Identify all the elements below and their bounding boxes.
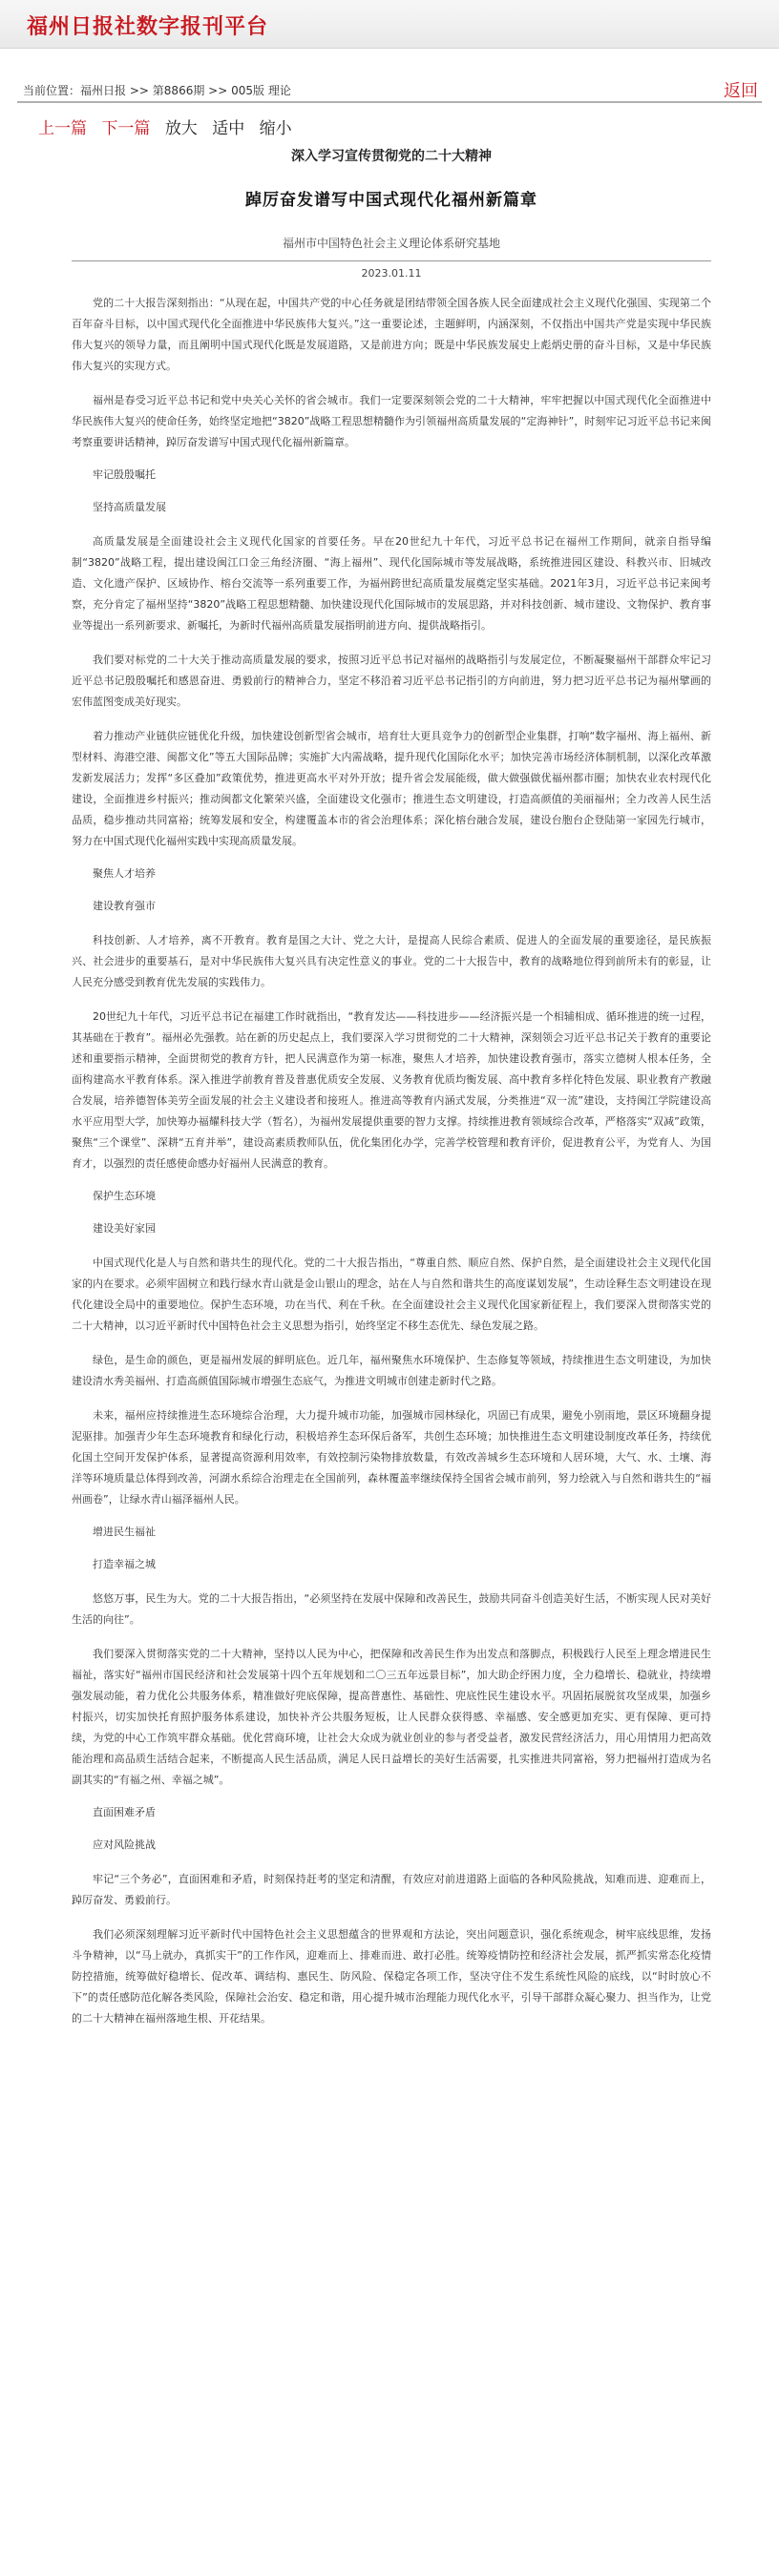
paragraph: 未来，福州应持续推进生态环境综合治理，大力提升城市功能，加强城市园林绿化，巩固已有成果，避免小别雨地，景区环境翻身提泥驱排。加强青少年生态环境教育和绿化行动，积极培养生态环保后备军，共创生态环境；加快推进生态文明建设制度改革任务，持续优化国土空间开发保护体系，显著提高资源利用效率，有效控制污染物排放数量，有效改善城乡生态环境和人居环境，大气、水、土壤、海洋等环境质量总体得到改善，河湖水系综合治理走在全国前列，森林覆盖率继续保持全国省会城市前列，努力绘就入与自然和谐共生的“福州画卷”，让绿水青山福泽福州人民。 bbox=[72, 1409, 711, 1506]
paragraph: 福州是春受习近平总书记和党中央关心关怀的省会城市。我们一定要深刻领会党的二十大精神，牢牢把握以中国式现代化全面推进中华民族伟大复兴的使命任务，始终坚定地把“3820”战略工程思想精髓作为引领福州高质量发展的“定海神针”，时刻牢记习近平总书记来闽考察重要讲话精神，踔厉奋发谱写中国式现代化福州新篇章。 bbox=[72, 394, 711, 448]
prev-article-link[interactable]: 上一篇 bbox=[38, 119, 87, 138]
paragraph: 科技创新、人才培养，离不开教育。教育是国之大计、党之大计，是提高人民综合素质、促进人的全面发展的重要途径，是民族振兴、社会进步的重要基石，是对中华民族伟大复兴具有决定性意义的事业。党的二十大报告中，教育的战略地位得到前所未有的彰显，让人民充分感受到教育优先发展的实践伟力。 bbox=[72, 934, 711, 988]
paragraph: 高质量发展是全面建设社会主义现代化国家的首要任务。早在20世纪九十年代，习近平总书记在福州工作期间，就亲自指导编制“3820”战略工程，提出建设闽江口金三角经济圈、“海上福州”、现代化国际城市等发展战略，系统推进园区建设、科教兴市、旧城改造、文化遗产保护、区域协作、榕台交流等一系列重要工作，为福州跨世纪高质量发展奠定坚实基础。2021年3月，习近平总书记来闽考察，充分肯定了福州坚持“3820”战略工程思想精髓、加快建设现代化国际城市的发展思路，并对科技创新、城市建设、文物保护、教育事业等提出一系列新要求、新嘱托，为新时代福州高质量发展指明前进方向、提供战略指引。 bbox=[72, 535, 711, 632]
paragraph: 悠悠万事，民生为大。党的二十大报告指出，“必须坚持在发展中保障和改善民生，鼓励共同奋斗创造美好生活，不断实现人民对美好生活的向往”。 bbox=[72, 1592, 711, 1626]
breadcrumb-bar bbox=[17, 76, 762, 103]
article-body bbox=[72, 293, 711, 2029]
section-heading: 增进民生福祉 bbox=[93, 1526, 156, 1538]
top-header bbox=[0, 0, 779, 49]
article bbox=[72, 138, 711, 2043]
crumb-sep: >> bbox=[208, 84, 228, 97]
next-article-link[interactable]: 下一篇 bbox=[101, 119, 151, 138]
zoom-fit-button[interactable]: 适中 bbox=[212, 119, 245, 138]
crumb-newspaper[interactable]: 福州日报 bbox=[80, 84, 127, 97]
crumb-page[interactable]: 005版 理论 bbox=[231, 84, 291, 97]
article-pretitle: 深入学习宣传贯彻党的二十大精神 bbox=[291, 149, 492, 164]
crumb-sep: >> bbox=[129, 84, 149, 97]
section-heading: 聚焦人才培养 bbox=[93, 867, 156, 880]
section-heading: 建设美好家园 bbox=[93, 1222, 156, 1235]
paragraph: 我们要对标党的二十大关于推动高质量发展的要求，按照习近平总书记对福州的战略指引与发展定位，不断凝聚福州干部群众牢记习近平总书记殷殷嘱托和感恩奋进、勇毅前行的精神合力，坚定不移沿着习近平总书记指引的方向前进，努力把习近平总书记为福州擘画的宏伟蓝图变成美好现实。 bbox=[72, 654, 711, 708]
crumb-issue[interactable]: 第8866期 bbox=[152, 84, 205, 97]
breadcrumb bbox=[23, 82, 291, 98]
paragraph: 20世纪九十年代，习近平总书记在福建工作时就指出，“教育发达——科技进步——经济振兴是一个相辅相成、循环推进的统一过程，其基础在于教育”。福州必先强教。站在新的历史起点上，我们要深入学习贯彻党的二十大精神，深刻领会习近平总书记关于教育的重要论述和重要指示精神，全面贯彻党的教育方针，把人民满意作为第一标准，聚焦人才培养，加快建设教育强市，落实立德树人根本任务，全面构建高水平教育体系。深入推进学前教育普及普惠优质安全发展、义务教育优质均衡发展、高中教育多样化特色发展、职业教育产教融合发展，培养德智体美劳全面发展的社会主义建设者和接班人。推进高等教育内涵式发展，分类推进“双一流”建设，支持闽江学院建设高水平应用型大学，加快筹办福耀科技大学（暂名），为福州发展提供重要的智力支撑。持续推进教育领域综合改革，严格落实“双减”政策，聚焦“三个课堂”、深耕“五育并举”，建设高素质教师队伍，优化集团化办学，完善学校管理和教育评价，促进教育公平，为党育人、为国育才，以强烈的责任感使命感办好福州人民满意的教育。 bbox=[72, 1010, 711, 1170]
location-label: 当前位置： bbox=[23, 84, 81, 97]
paragraph: 着力推动产业链供应链优化升级，加快建设创新型省会城市，培育壮大更具竞争力的创新型企业集群，打响“数字福州、海上福州、新型材料、海港空港、闽都文化”等五大国际品牌；实施扩大内需战略，提升现代化国际化水平；加快完善市场经济体制机制，以深化改革激发新发展活力；发挥“多区叠加”政策优势，推进更高水平对外开放；提升省会发展能级，做大做强做优福州都市圈；加快农业农村现代化建设，全面推进乡村振兴；推动闽都文化繁荣兴盛，全面建设文化强市；推进生态文明建设，打造高颜值的美丽福州；全力改善人民生活品质，稳步推动共同富裕；统筹发展和安全，构建覆盖本市的省会治理体系；深化榕台融合发展，建设台胞台企登陆第一家园先行城市，努力在中国式现代化福州实践中实现高质量发展。 bbox=[72, 730, 711, 847]
paragraph: 牢记“三个务必”，直面困难和矛盾，时刻保持赶考的坚定和清醒，有效应对前进道路上面临的各种风险挑战，知难而进、迎难而上，踔厉奋发、勇毅前行。 bbox=[72, 1873, 711, 1906]
paragraph: 绿色，是生命的颜色，更是福州发展的鲜明底色。近几年，福州聚焦水环境保护、生态修复等领域，持续推进生态文明建设，为加快建设清水秀美福州、打造高颜值国际城市增强生态底气，为推进文明城市创建走新时代之路。 bbox=[72, 1354, 711, 1387]
paragraph: 党的二十大报告深刻指出：“从现在起，中国共产党的中心任务就是团结带领全国各族人民全面建成社会主义现代化强国、实现第二个百年奋斗目标，以中国式现代化全面推进中华民族伟大复兴。”这一重要论述，主题鲜明，内涵深刻，不仅指出中国共产党是实现中华民族伟大复兴的领导力量，而且阐明中国式现代化既是发展道路，又是前进方向；既是中华民族发展史上彪炳史册的奋斗目标，又是中华民族伟大复兴的实现方式。 bbox=[72, 297, 711, 372]
section-heading: 打造幸福之城 bbox=[93, 1558, 156, 1570]
paragraph: 我们要深入贯彻落实党的二十大精神，坚持以人民为中心，把保障和改善民生作为出发点和落脚点，积极践行人民至上理念增进民生福祉，落实好“福州市国民经济和社会发展第十四个五年规划和二〇三五年远景目标”，加大助企纾困力度，全力稳增长、稳就业，持续增强发展动能，着力优化公共服务体系，精准做好兜底保障，提高普惠性、基础性、兜底性民生建设水平。巩固拓展脱贫攻坚成果，加强乡村振兴，切实加快托育照护服务体系建设，加快补齐公共服务短板，让人民群众获得感、幸福感、安全感更加充实、更有保障、更可持续，为党的中心工作筑牢群众基础。优化营商环境，让社会大众成为就业创业的参与者受益者，激发民营经济活力，用心用情用力把高效能治理和高品质生活结合起来，不断提高人民生活品质，满足人民日益增长的美好生活需要，扎实推进共同富裕，努力把福州打造成为名副其实的“有福之州、幸福之城”。 bbox=[72, 1648, 711, 1786]
site-brand[interactable]: 福州日报社数字报刊平台 bbox=[27, 15, 269, 39]
section-heading: 应对风险挑战 bbox=[93, 1839, 156, 1851]
section-heading: 建设教育强市 bbox=[93, 900, 156, 912]
section-heading: 保护生态环境 bbox=[93, 1190, 156, 1202]
section-heading: 牢记殷殷嘱托 bbox=[93, 468, 156, 481]
paragraph: 我们必须深刻理解习近平新时代中国特色社会主义思想蕴含的世界观和方法论，突出问题意识，强化系统观念，树牢底线思维，发扬斗争精神，以“马上就办，真抓实干”的工作作风，迎难而上、排难而进、敢打必胜。统筹疫情防控和经济社会发展，抓严抓实常态化疫情防控措施，统筹做好稳增长、促改革、调结构、惠民生、防风险、保稳定各项工作，坚决守住不发生系统性风险的底线，以“时时放心不下”的责任感防范化解各类风险，保障社会治安、稳定和谐，用心提升城市治理能力现代化水平，引导干部群众凝心聚力、担当作为，让党的二十大精神在福州落地生根、开花结果。 bbox=[72, 1928, 711, 2025]
article-title: 踔厉奋发谱写中国式现代化福州新篇章 bbox=[245, 191, 537, 210]
article-author: 福州市中国特色社会主义理论体系研究基地 bbox=[282, 237, 500, 250]
zoom-in-button[interactable]: 放大 bbox=[164, 119, 198, 138]
section-heading: 坚持高质量发展 bbox=[93, 501, 166, 513]
paragraph: 中国式现代化是人与自然和谐共生的现代化。党的二十大报告指出，“尊重自然、顺应自然、保护自然，是全面建设社会主义现代化国家的内在要求。必须牢固树立和践行绿水青山就是金山银山的理念，站在人与自然和谐共生的高度谋划发展”，生动诠释生态文明建设在现代化建设全局中的重要地位。保护生态环境，功在当代、利在千秋。在全面建设社会主义现代化国家新征程上，我们要深入贯彻落实党的二十大精神，以习近平新时代中国特色社会主义思想为指引，始终坚定不移生态优先、绿色发展之路。 bbox=[72, 1257, 711, 1332]
article-toolbar bbox=[38, 114, 302, 138]
back-button[interactable]: 返回 bbox=[724, 81, 758, 101]
zoom-out-button[interactable]: 缩小 bbox=[259, 119, 292, 138]
article-date: 2023.01.11 bbox=[72, 260, 711, 280]
section-heading: 直面困难矛盾 bbox=[93, 1806, 156, 1818]
